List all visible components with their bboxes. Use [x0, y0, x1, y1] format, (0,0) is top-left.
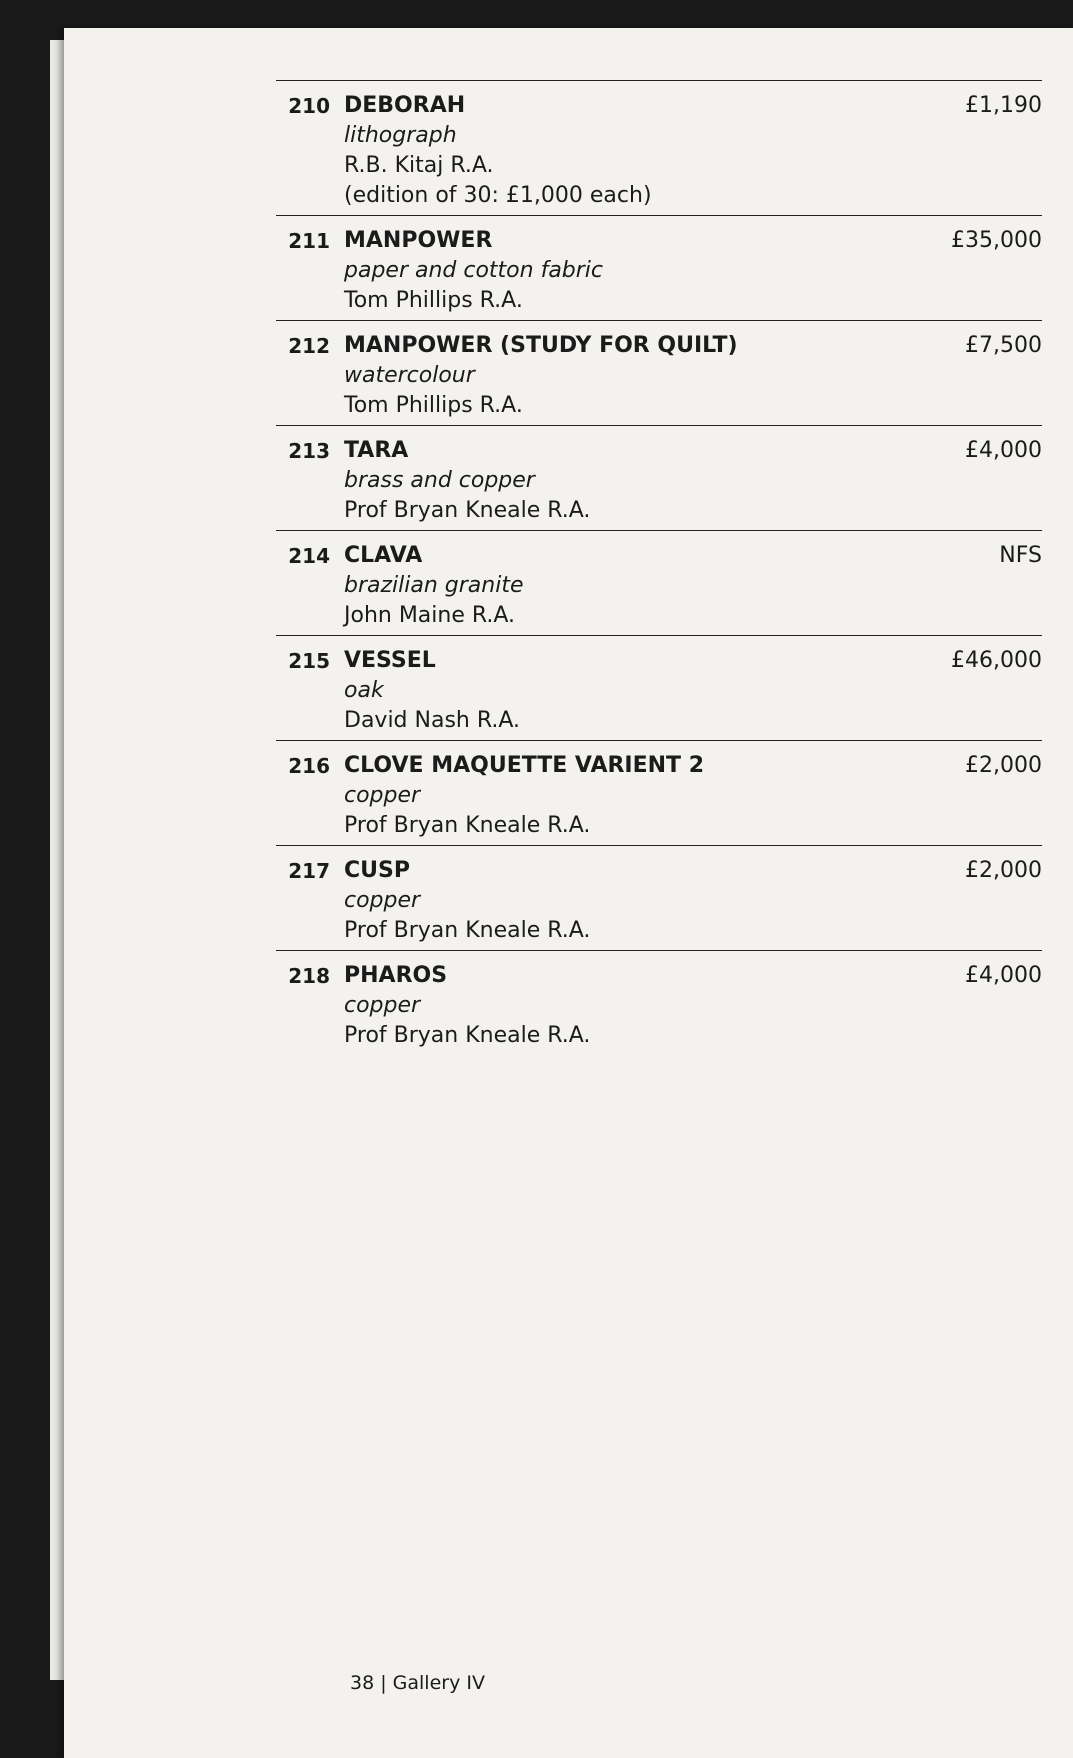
edition-note: (edition of 30: £1,000 each): [344, 183, 652, 208]
artwork-title: TARA: [344, 438, 409, 463]
artwork-price: NFS: [999, 543, 1042, 568]
lot-number: 217: [288, 859, 330, 883]
catalogue-entry: [276, 845, 1042, 946]
artwork-title: MANPOWER (STUDY FOR QUILT): [344, 333, 738, 358]
artwork-title: VESSEL: [344, 648, 436, 673]
artist-name: Prof Bryan Kneale R.A.: [344, 498, 591, 523]
artist-name: David Nash R.A.: [344, 708, 520, 733]
artist-name: John Maine R.A.: [344, 603, 516, 628]
artwork-price: £46,000: [951, 648, 1042, 673]
catalogue-entry: [276, 530, 1042, 631]
artwork-price: £1,190: [965, 93, 1042, 118]
lot-number: 210: [288, 94, 330, 118]
page-footer: 38 | Gallery IV: [350, 1672, 485, 1694]
lot-number: 213: [288, 439, 330, 463]
catalogue-entry: [276, 425, 1042, 526]
artwork-title: PHAROS: [344, 963, 448, 988]
artwork-medium: copper: [344, 993, 421, 1018]
artwork-medium: brass and copper: [344, 468, 535, 493]
artist-name: R.B. Kitaj R.A.: [344, 153, 494, 178]
artwork-price: £35,000: [951, 228, 1042, 253]
lot-number: 212: [288, 334, 330, 358]
artwork-price: £4,000: [965, 963, 1042, 988]
artwork-title: CUSP: [344, 858, 410, 883]
artwork-title: CLAVA: [344, 543, 423, 568]
artwork-medium: watercolour: [344, 363, 475, 388]
artwork-medium: oak: [344, 678, 384, 703]
artist-name: Tom Phillips R.A.: [344, 288, 523, 313]
artwork-price: £2,000: [965, 858, 1042, 883]
catalogue-entry: [276, 215, 1042, 316]
lot-number: 215: [288, 649, 330, 673]
artwork-medium: paper and cotton fabric: [344, 258, 604, 283]
artist-name: Prof Bryan Kneale R.A.: [344, 918, 591, 943]
artwork-medium: copper: [344, 888, 421, 913]
lot-number: 214: [288, 544, 330, 568]
artist-name: Prof Bryan Kneale R.A.: [344, 1023, 591, 1048]
artwork-price: £2,000: [965, 753, 1042, 778]
artwork-price: £7,500: [965, 333, 1042, 358]
lot-number: 216: [288, 754, 330, 778]
catalogue-entry: [276, 740, 1042, 841]
artist-name: Tom Phillips R.A.: [344, 393, 523, 418]
artwork-medium: lithograph: [344, 123, 457, 148]
artwork-title: MANPOWER: [344, 228, 493, 253]
catalogue-entry: [276, 635, 1042, 736]
catalogue-entry: [276, 950, 1042, 1051]
artwork-title: CLOVE MAQUETTE VARIENT 2: [344, 753, 705, 778]
catalogue-entry: [276, 80, 1042, 211]
catalogue-entry: [276, 320, 1042, 421]
artist-name: Prof Bryan Kneale R.A.: [344, 813, 591, 838]
artwork-title: DEBORAH: [344, 93, 466, 118]
lot-number: 211: [288, 229, 330, 253]
artwork-price: £4,000: [965, 438, 1042, 463]
lot-number: 218: [288, 964, 330, 988]
artwork-medium: brazilian granite: [344, 573, 524, 598]
artwork-medium: copper: [344, 783, 421, 808]
